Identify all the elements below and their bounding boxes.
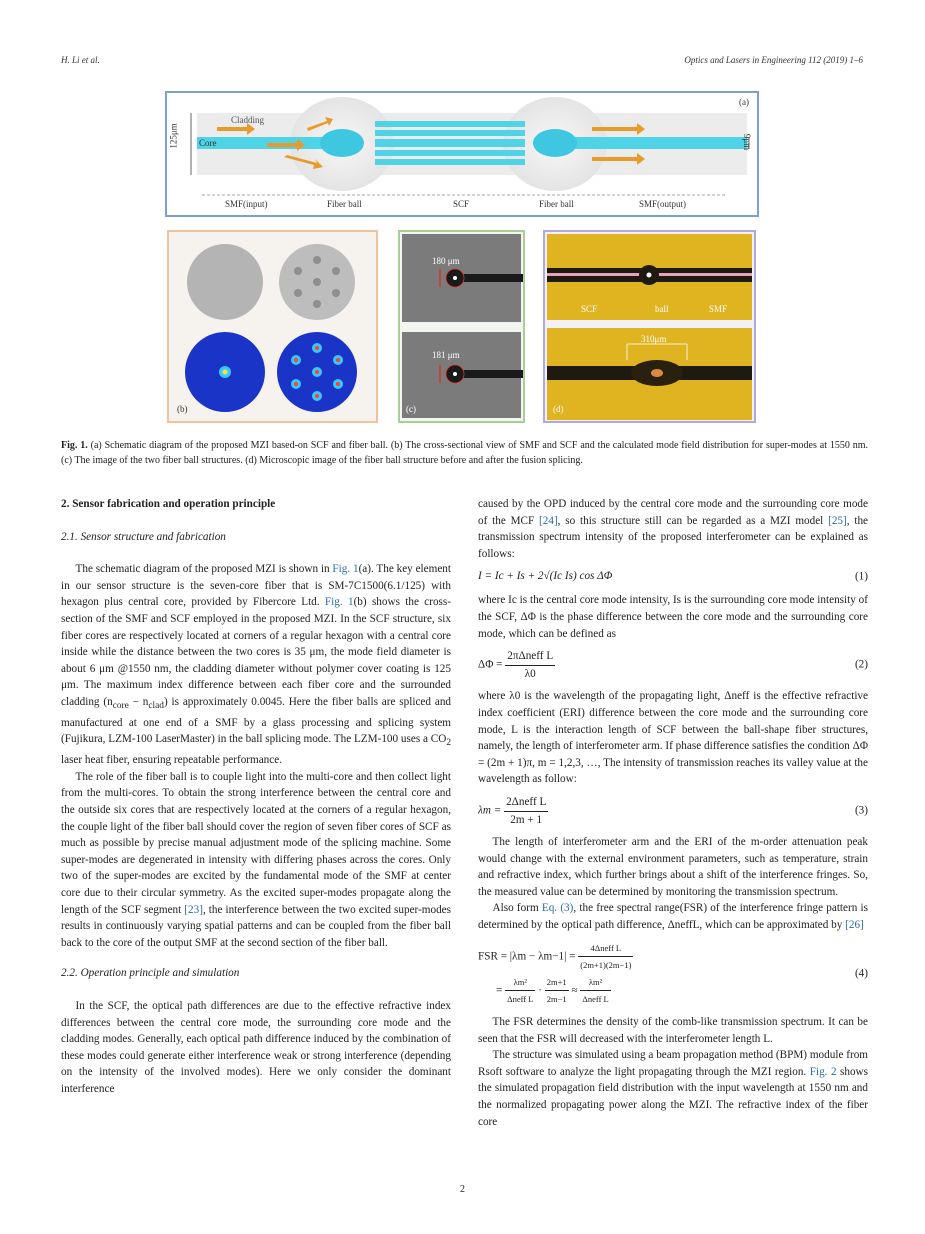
- panel-b-tag: (b): [177, 404, 188, 414]
- paragraph: In the SCF, the optical path differences are due to the effective refractive index differences between the central core mode, the surrounding core mode and the cladding modes. Generally, each optical path difference induced by the combination of these modes could generate either interference weak or strong interference (depending on the intensity of the involved modes). Here we only consider the dominant interference: [61, 999, 451, 1095]
- fig-link[interactable]: Fig. 1: [332, 563, 359, 576]
- equation-3: λm = $\frac{\text{2Δneff L}}{2m + 1}$ (3): [478, 795, 868, 826]
- section-fiber-ball-2: Fiber ball: [539, 199, 574, 209]
- panel-d-smf-label: SMF: [709, 304, 728, 314]
- input-core: [197, 137, 327, 149]
- fiber-ball-images: [400, 232, 523, 421]
- fig-link[interactable]: Fig. 1: [324, 596, 354, 609]
- panel-d-scf-label: SCF: [581, 304, 598, 314]
- light-spot-right: [533, 129, 577, 157]
- running-header-authors: H. Li et al.: [61, 55, 100, 65]
- section-smf-output: SMF(output): [639, 199, 687, 209]
- paragraph: The structure was simulated using a beam propagation method (BPM) module from Rsoft software to analyze the light propagating through the MZI region. Fig. 2 shows the simulated propagation field distribution with the input wavelength at 1550 nm and the normalized propagating power along the MZI. The refractive index of the fiber core: [478, 1049, 868, 1128]
- panel-c-tag: (c): [406, 404, 416, 414]
- ref-link[interactable]: [23]: [184, 903, 203, 916]
- figure-panel-d: [543, 230, 756, 423]
- ref-link[interactable]: [25]: [828, 514, 847, 527]
- paragraph: The FSR determines the density of the comb-like transmission spectrum. It can be seen that the FSR will decreased with the interferometer length L.: [478, 1016, 868, 1045]
- figure-panel-a: [165, 91, 759, 217]
- equation-1: I = Ic + Is + 2√(Ic Is) cos ΔΦ (1): [478, 570, 868, 584]
- panel-d-ball-label: ball: [655, 304, 669, 314]
- output-core: [567, 137, 747, 149]
- subsection-heading-1: 2.1. Sensor structure and fabrication: [61, 530, 226, 543]
- ref-link[interactable]: [26]: [845, 919, 864, 932]
- paragraph: The role of the fiber ball is to couple light into the multi-core and then collect light from the multi-cores. To obtain the strong interference between the central core and the outside six cores that are respectively located at the corners of a regular hexagon, the couple light of the fiber ball should cover the region of seven fiber cores of SCF as much as possible by precise manual adjustment mode of the splicing machine. Some super-modes are degenerated in intensity with differing phases across the cores. Only two of the super-modes are excited by the fundamental mode of the SMF at center core due to their circular symmetry. As the excited super-modes propagate along the length of the SCF segment [23], the interference between the two excited super-modes results in continuously varying spatial patterns and can be coupled from the fiber ball back to the core of the output SMF at the second section of the fiber ball.: [61, 770, 451, 949]
- cladding-label: Cladding: [231, 115, 264, 125]
- panel-c-top-label: 180 μm: [432, 256, 460, 266]
- ref-link[interactable]: [24]: [539, 514, 558, 527]
- paragraph: The length of interferometer arm and the ERI of the m-order attenuation peak would change with the external environment parameters, such as temperature, strain and refractive index, which further brings about a shift of the interference fringes. So, the measured value can be determined by monitoring the transmission spectrum.: [478, 836, 868, 898]
- right-column: [478, 496, 868, 1130]
- left-column: [61, 496, 451, 1097]
- paragraph: Also form Eq. (3), the free spectral range(FSR) of the interference fringe pattern is determined by the optical path difference, ΔneffL, which can be approximated by [26]: [478, 902, 869, 932]
- page-number: 2: [460, 1184, 465, 1195]
- splicing-images: [545, 232, 754, 421]
- section-scf: SCF: [453, 199, 470, 209]
- mzi-schematic: [167, 93, 757, 215]
- panel-d-width-label: 310μm: [641, 334, 667, 344]
- core-label: Core: [199, 138, 217, 148]
- diameter-125-label: 125μm: [168, 123, 179, 149]
- paragraph: where λ0 is the wavelength of the propagating light, Δneff is the effective refractive index coefficient (ERI) difference between the core mode and the surrounding core mode, L is the interaction length of SCF between the ball-shape fiber structures, namely, the length of interferometer arm. If phase difference satisfies the condition ΔΦ = (2m + 1)π, m = 1,2,3, …, The intensity of transmission reaches its valley value at the wavelength as follow:: [478, 690, 868, 786]
- light-spot-left: [320, 129, 364, 157]
- panel-a-tag: (a): [739, 97, 749, 107]
- paragraph: The schematic diagram of the proposed MZI is shown in Fig. 1(a). The key element in our sensor structure is the seven-core fiber that is SM-7C1500(6.1/125) with hexagon plus central core, provided by Fibercore Ltd. Fig. 1(b) shows the cross-section of the SMF and SCF employed in the proposed MZI. In the SCF structure, six fiber cores are respectively located at corners of a regular hexagon with a central core inside while the distance between the two cores is 35 μm, the mode field diameter is about 6 μm @1550 nm, the cladding diameter without polymer cover coating is 125 μm. The maximum index difference between each fiber core and the surrounded cladding $(n_{core} - n_{clad})$ is approximately 0.0045. Here the fiber balls are spliced and manufactured at one end of a SMF by a glass processing and splicing system (Fujikura, LZM-100 LaserMaster) in the ball splicing mode. The LZM-100 uses a $CO_2$ laser heat fiber, ensuring repeatable performance.: [61, 563, 452, 767]
- cross-section-images: [169, 232, 376, 421]
- subsection-heading-2: 2.2. Operation principle and simulation: [61, 967, 240, 980]
- figure-panel-c: [398, 230, 525, 423]
- paragraph: caused by the OPD induced by the central core mode and the surrounding core mode of the MCF [24], so this structure still can be regarded as a MZI model [25], the transmission spectrum intensity of the proposed interferometer can be explained as follows:: [478, 498, 868, 560]
- running-header-journal: Optics and Lasers in Engineering 112 (2019) 1–6: [684, 55, 863, 65]
- panel-c-bottom-label: 181 μm: [432, 350, 460, 360]
- figure-caption: [61, 438, 868, 468]
- panel-d-tag: (d): [553, 404, 564, 414]
- equation-4: FSR = |λm − λm−1| = $\frac{\text{4Δneff L}}{(2m+1)(2m-1)}$ = $\frac{\text{λm²}}{\text{Δneff L}}$ · $\frac{2m+1}{2m-1}$ ≈ $\frac{\text{λm²}}{\text{Δneff L}}$ (4): [478, 940, 868, 1008]
- section-smf-input: SMF(input): [225, 199, 268, 209]
- caption-label: Fig. 1.: [61, 440, 88, 451]
- caption-text: (a) Schematic diagram of the proposed MZI based-on SCF and fiber ball. (b) The cross-sectional view of SMF and SCF and the calculated mode field distribution for super-modes at 1550 nm. (c) The image of the two fiber ball structures. (d) Microscopic image of the fiber ball structure before and after the fusion splicing.: [61, 440, 868, 466]
- smf-cross-section: [187, 244, 263, 320]
- section-fiber-ball-1: Fiber ball: [327, 199, 362, 209]
- paragraph: where Ic is the central core mode intensity, Is is the surrounding core mode intensity of the SCF, ΔΦ is the phase difference between the core mode and the surrounding core mode, which can be defined as: [478, 594, 868, 640]
- fig-link[interactable]: Fig. 2: [809, 1065, 837, 1078]
- eq-link[interactable]: Eq. (3): [541, 902, 574, 915]
- section-heading: 2. Sensor fabrication and operation principle: [61, 498, 276, 510]
- core-9-label: 9μm: [742, 133, 753, 151]
- figure-panel-b: [167, 230, 378, 423]
- equation-2: ΔΦ = $\frac{\text{2πΔneff L}}{\lambda 0}$ (2): [478, 650, 868, 680]
